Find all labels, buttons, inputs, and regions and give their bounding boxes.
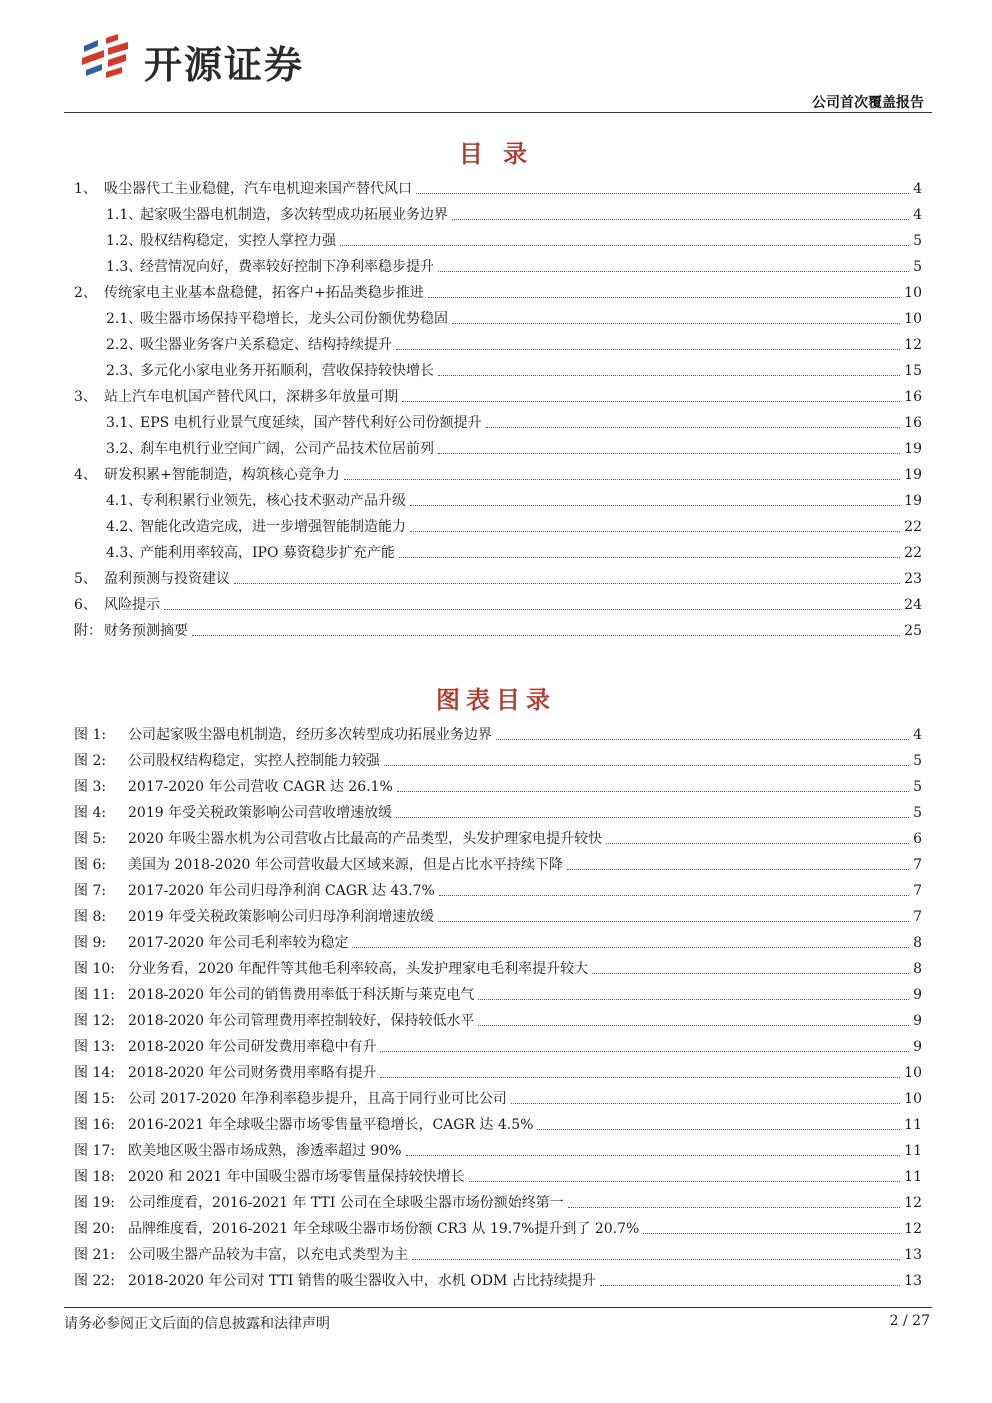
item-title: 盈利预测与投资建议 (104, 571, 230, 587)
toc-item[interactable] (74, 618, 922, 640)
dot-leader (600, 1285, 900, 1286)
toc-item[interactable] (74, 202, 922, 224)
figure-list-item[interactable] (74, 1086, 922, 1108)
item-number: 图 3: (74, 779, 107, 795)
item-page-number: 16 (904, 415, 922, 431)
toc-item[interactable] (74, 228, 922, 250)
item-number: 附： (74, 623, 102, 639)
item-title: 公司起家吸尘器电机制造，经历多次转型成功拓展业务边界 (128, 727, 492, 743)
item-page-number: 4 (913, 181, 922, 197)
item-number: 2.3、 (106, 363, 143, 379)
item-page-number: 19 (904, 493, 922, 509)
dot-leader (478, 999, 909, 1000)
item-number: 图 21: (74, 1247, 115, 1263)
item-title: 2016-2021 年全球吸尘器市场零售量平稳增长，CAGR 达 4.5% (128, 1117, 534, 1133)
figure-list-item[interactable] (74, 930, 922, 952)
item-page-number: 8 (913, 961, 922, 977)
dot-leader (511, 1103, 900, 1104)
toc-item[interactable] (74, 566, 922, 588)
item-title: 风险提示 (104, 597, 160, 613)
header-divider (64, 112, 932, 113)
item-number: 4.3、 (106, 545, 143, 561)
figure-list-item[interactable] (74, 722, 922, 744)
figure-list-item[interactable] (74, 852, 922, 874)
item-number: 图 12: (74, 1013, 115, 1029)
item-title: 2019 年受关税政策影响公司营收增速放缓 (128, 805, 393, 821)
item-page-number: 12 (904, 1195, 922, 1211)
item-title: 产能利用率较高，IPO 募资稳步扩充产能 (140, 545, 395, 561)
item-page-number: 11 (904, 1169, 922, 1185)
item-page-number: 9 (913, 987, 922, 1003)
item-number: 2.2、 (106, 337, 143, 353)
item-title: 吸尘器业务客户关系稳定、结构持续提升 (140, 337, 392, 353)
item-title: 财务预测摘要 (104, 623, 188, 639)
item-page-number: 16 (904, 389, 922, 405)
item-number: 图 10: (74, 961, 115, 977)
dot-leader (416, 193, 909, 194)
dot-leader (478, 1025, 909, 1026)
brand-name: 开源证券 (144, 43, 305, 87)
dot-leader (352, 947, 909, 948)
item-title: 经营情况向好，费率较好控制下净利率稳步提升 (140, 259, 434, 275)
item-title: 智能化改造完成，进一步增强智能制造能力 (140, 519, 406, 535)
figure-list-item[interactable] (74, 1190, 922, 1212)
item-number: 图 18: (74, 1169, 115, 1185)
item-title: 2017-2020 年公司毛利率较为稳定 (128, 935, 349, 951)
dot-leader (438, 453, 900, 454)
item-page-number: 11 (904, 1143, 922, 1159)
dot-leader (402, 401, 900, 402)
item-page-number: 12 (904, 337, 922, 353)
item-number: 3、 (74, 389, 97, 405)
item-page-number: 25 (904, 623, 922, 639)
figure-list-item[interactable] (74, 1112, 922, 1134)
item-number: 3.1、 (106, 415, 143, 431)
item-number: 1、 (74, 181, 97, 197)
item-page-number: 15 (904, 363, 922, 379)
item-number: 图 17: (74, 1143, 115, 1159)
item-page-number: 9 (913, 1013, 922, 1029)
item-title: 2019 年受关税政策影响公司归母净利润增速放缓 (128, 909, 435, 925)
dot-leader (410, 531, 900, 532)
item-number: 图 13: (74, 1039, 115, 1055)
item-page-number: 7 (913, 857, 922, 873)
dot-leader (428, 297, 900, 298)
dot-leader (234, 583, 900, 584)
dot-leader (344, 479, 900, 480)
toc-item[interactable] (74, 462, 922, 484)
item-number: 图 20: (74, 1221, 115, 1237)
item-title: 2018-2020 年公司研发费用率稳中有升 (128, 1039, 377, 1055)
figure-list-item[interactable] (74, 800, 922, 822)
figure-list-item[interactable] (74, 1060, 922, 1082)
dot-leader (568, 1207, 900, 1208)
figure-list-item[interactable] (74, 826, 922, 848)
item-number: 图 1: (74, 727, 107, 743)
dot-leader (192, 635, 900, 636)
item-page-number: 22 (904, 519, 922, 535)
dot-leader (486, 427, 900, 428)
item-page-number: 13 (904, 1273, 922, 1289)
toc-item[interactable] (74, 254, 922, 276)
item-number: 图 9: (74, 935, 107, 951)
item-title: 2017-2020 年公司归母净利润 CAGR 达 43.7% (128, 883, 435, 899)
item-page-number: 12 (904, 1221, 922, 1237)
item-title: 2018-2020 年公司的销售费用率低于科沃斯与莱克电气 (128, 987, 475, 1003)
item-title: 公司吸尘器产品较为丰富，以充电式类型为主 (128, 1247, 408, 1263)
item-page-number: 5 (913, 259, 922, 275)
dot-leader (643, 1233, 900, 1234)
page-number: 2 / 27 (889, 1313, 930, 1329)
dot-leader (438, 271, 909, 272)
toc-item[interactable] (74, 540, 922, 562)
item-number: 图 16: (74, 1117, 115, 1133)
figure-list-item[interactable] (74, 1242, 922, 1264)
item-title: 2020 年吸尘器水机为公司营收占比最高的产品类型，头发护理家电提升较快 (128, 831, 603, 847)
dot-leader (380, 1077, 900, 1078)
item-number: 图 6: (74, 857, 107, 873)
item-number: 图 19: (74, 1195, 115, 1211)
dot-leader (592, 973, 909, 974)
item-title: 吸尘器市场保持平稳增长，龙头公司份额优势稳固 (140, 311, 448, 327)
figure-list-item[interactable] (74, 1034, 922, 1056)
item-title: 2017-2020 年公司营收 CAGR 达 26.1% (128, 779, 393, 795)
figure-list-item[interactable] (74, 878, 922, 900)
item-number: 5、 (74, 571, 97, 587)
figure-list-item[interactable] (74, 774, 922, 796)
toc-item[interactable] (74, 592, 922, 614)
item-page-number: 4 (913, 727, 922, 743)
item-number: 2、 (74, 285, 97, 301)
dot-leader (469, 1181, 901, 1182)
item-title: 股权结构稳定，实控人掌控力强 (140, 233, 336, 249)
item-page-number: 13 (904, 1247, 922, 1263)
dot-leader (396, 817, 909, 818)
dot-leader (399, 557, 900, 558)
item-title: 公司股权结构稳定，实控人控制能力较强 (128, 753, 380, 769)
item-number: 1.3、 (106, 259, 143, 275)
dot-leader (438, 921, 909, 922)
item-title: 2018-2020 年公司管理费用率控制较好，保持较低水平 (128, 1013, 475, 1029)
item-page-number: 7 (913, 883, 922, 899)
report-type-label: 公司首次覆盖报告 (812, 95, 924, 111)
dot-leader (164, 609, 900, 610)
item-title: 品牌维度看，2016-2021 年全球吸尘器市场份额 CR3 从 19.7%提升到了 20.7% (128, 1221, 640, 1237)
item-page-number: 24 (904, 597, 922, 613)
toc-item[interactable] (74, 176, 922, 198)
item-page-number: 9 (913, 1039, 922, 1055)
toc-item[interactable] (74, 384, 922, 406)
item-page-number: 5 (913, 753, 922, 769)
item-title: 2018-2020 年公司财务费用率略有提升 (128, 1065, 377, 1081)
dot-leader (452, 323, 900, 324)
item-title: 吸尘器代工主业稳健，汽车电机迎来国产替代风口 (104, 181, 412, 197)
item-title: EPS 电机行业景气度延续，国产替代利好公司份额提升 (140, 415, 482, 431)
toc-item[interactable] (74, 488, 922, 510)
item-title: 美国为 2018-2020 年公司营收最大区域来源，但是占比水平持续下降 (128, 857, 563, 873)
figure-list-title: 图表目录 (436, 686, 556, 714)
item-number: 图 4: (74, 805, 107, 821)
item-number: 4.2、 (106, 519, 143, 535)
dot-leader (567, 869, 909, 870)
item-title: 刹车电机行业空间广阔，公司产品技术位居前列 (140, 441, 434, 457)
item-number: 图 2: (74, 753, 107, 769)
item-number: 1.2、 (106, 233, 143, 249)
dot-leader (406, 1155, 901, 1156)
item-page-number: 10 (904, 1065, 922, 1081)
figure-list-item[interactable] (74, 1216, 922, 1238)
item-title: 欧美地区吸尘器市场成熟，渗透率超过 90% (128, 1143, 402, 1159)
item-page-number: 10 (904, 1091, 922, 1107)
dot-leader (496, 739, 909, 740)
item-number: 3.2、 (106, 441, 143, 457)
dot-leader (439, 895, 909, 896)
item-number: 图 5: (74, 831, 107, 847)
figure-list-item[interactable] (74, 1164, 922, 1186)
toc-item[interactable] (74, 280, 922, 302)
toc-title: 目 录 (458, 140, 534, 168)
item-number: 4、 (74, 467, 97, 483)
toc-item[interactable] (74, 358, 922, 380)
figure-list-item[interactable] (74, 904, 922, 926)
item-title: 专利积累行业领先，核心技术驱动产品升级 (140, 493, 406, 509)
figure-list-item[interactable] (74, 1268, 922, 1290)
footer-disclaimer: 请务必参阅正文后面的信息披露和法律声明 (64, 1316, 330, 1332)
item-title: 分业务看，2020 年配件等其他毛利率较高，头发护理家电毛利率提升较大 (128, 961, 589, 977)
footer-divider (64, 1307, 932, 1308)
dot-leader (412, 1259, 900, 1260)
item-page-number: 11 (904, 1117, 922, 1133)
toc-item[interactable] (74, 332, 922, 354)
item-title: 研发积累+智能制造，构筑核心竞争力 (104, 467, 340, 483)
item-page-number: 19 (904, 441, 922, 457)
item-number: 图 7: (74, 883, 107, 899)
item-title: 站上汽车电机国产替代风口，深耕多年放量可期 (104, 389, 398, 405)
item-title: 公司维度看，2016-2021 年 TTI 公司在全球吸尘器市场份额始终第一 (128, 1195, 564, 1211)
dot-leader (396, 349, 900, 350)
item-number: 图 14: (74, 1065, 115, 1081)
figure-list-item[interactable] (74, 748, 922, 770)
item-number: 图 8: (74, 909, 107, 925)
figure-list-item[interactable] (74, 1008, 922, 1030)
toc-item[interactable] (74, 436, 922, 458)
dot-leader (438, 375, 900, 376)
dot-leader (537, 1129, 900, 1130)
item-title: 2018-2020 年公司对 TTI 销售的吸尘器收入中，水机 ODM 占比持续提升 (128, 1273, 596, 1289)
toc-item[interactable] (74, 410, 922, 432)
toc-item[interactable] (74, 514, 922, 536)
item-page-number: 7 (913, 909, 922, 925)
item-page-number: 6 (913, 831, 922, 847)
dot-leader (452, 219, 909, 220)
dot-leader (384, 765, 909, 766)
dot-leader (397, 791, 909, 792)
item-page-number: 19 (904, 467, 922, 483)
item-page-number: 10 (904, 311, 922, 327)
item-page-number: 4 (913, 207, 922, 223)
item-number: 4.1、 (106, 493, 143, 509)
item-title: 传统家电主业基本盘稳健，拓客户+拓品类稳步推进 (104, 285, 424, 301)
item-number: 6、 (74, 597, 97, 613)
figure-list-item[interactable] (74, 956, 922, 978)
item-title: 公司 2017-2020 年净利率稳步提升，且高于同行业可比公司 (128, 1091, 507, 1107)
item-number: 1.1、 (106, 207, 143, 223)
brand-logo (78, 30, 378, 90)
brand-mark-icon (78, 32, 134, 88)
item-number: 2.1、 (106, 311, 143, 327)
item-title: 起家吸尘器电机制造，多次转型成功拓展业务边界 (140, 207, 448, 223)
figure-list-item[interactable] (74, 1138, 922, 1160)
dot-leader (380, 1051, 909, 1052)
dot-leader (340, 245, 909, 246)
item-title: 多元化小家电业务开拓顺利，营收保持较快增长 (140, 363, 434, 379)
dot-leader (410, 505, 900, 506)
item-number: 图 22: (74, 1273, 115, 1289)
item-page-number: 8 (913, 935, 922, 951)
item-number: 图 11: (74, 987, 115, 1003)
item-page-number: 5 (913, 233, 922, 249)
dot-leader (606, 843, 909, 844)
figure-list-item[interactable] (74, 982, 922, 1004)
item-page-number: 23 (904, 571, 922, 587)
item-page-number: 5 (913, 805, 922, 821)
item-number: 图 15: (74, 1091, 115, 1107)
item-page-number: 5 (913, 779, 922, 795)
item-page-number: 22 (904, 545, 922, 561)
item-title: 2020 和 2021 年中国吸尘器市场零售量保持较快增长 (128, 1169, 465, 1185)
toc-item[interactable] (74, 306, 922, 328)
item-page-number: 10 (904, 285, 922, 301)
